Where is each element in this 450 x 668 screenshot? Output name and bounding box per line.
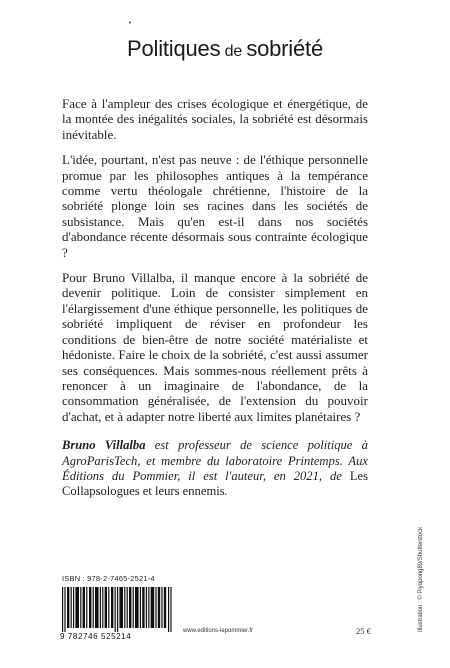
bio-book-title: Les Collapsologues et leurs ennemis <box>62 468 368 499</box>
small-mark: • <box>128 19 133 27</box>
blurb-paragraph-2: L'idée, pourtant, n'est pas neuve : de l'éthique personnelle promue par les philosophes antiques à la tempérance comme vertu théologale chrétienne, l'histoire de la sobriété plonge loin ses racines dans les sociétés de subsistance. Mais qu'en est-il dans nos sociétés d'abondance récente désormais sous contrainte écologique ? <box>62 152 368 260</box>
blurb-paragraph-3: Pour Bruno Villalba, il manque encore à la sobriété de devenir politique. Loin de consister simplement en l'élargissement d'une éthique personnelle, les politiques de sobriété impliquent de réviser en profondeur les conditions de bien-être de notre société matérialiste et hédoniste. Faire le choix de la sobriété, c'est aussi assumer ses conséquences. Mais sommes-nous réellement prêts à renoncer à un imaginaire de l'abondance, de la consommation généralisée, de l'extension du pouvoir d'achat, et à adapter notre liberté aux limites planétaires ? <box>62 270 368 424</box>
bio-text-2: . <box>224 484 228 499</box>
barcode-image <box>62 587 172 632</box>
bio-text-1: est professeur de science politique à AgroParisTech, et membre du laboratoire Printemps. Aux Éditions du Pommier, il est l'auteur, en 2021, de <box>62 438 368 483</box>
title-word-politiques: Politiques <box>127 36 221 61</box>
title-word-sobriete: sobriété <box>246 36 323 61</box>
publisher-url: www.editions-lepommier.fr <box>183 628 254 634</box>
author-name: Bruno Villalba <box>62 438 146 453</box>
price: 25 € <box>356 626 371 636</box>
isbn-label: ISBN : 978-2-7465-2521-4 <box>62 574 155 583</box>
author-bio <box>62 438 368 500</box>
barcode-digits: 9 782746 525214 <box>60 632 132 641</box>
title-word-de: de <box>224 43 243 60</box>
illustration-credit: Illustration : © Piyapong89/Shutterstock <box>418 526 424 632</box>
book-title <box>0 36 450 62</box>
blurb <box>62 96 368 510</box>
blurb-paragraph-1: Face à l'ampleur des crises écologique et énergétique, de la montée des inégalités sociales, la sobriété est désormais inévitable. <box>62 96 368 142</box>
